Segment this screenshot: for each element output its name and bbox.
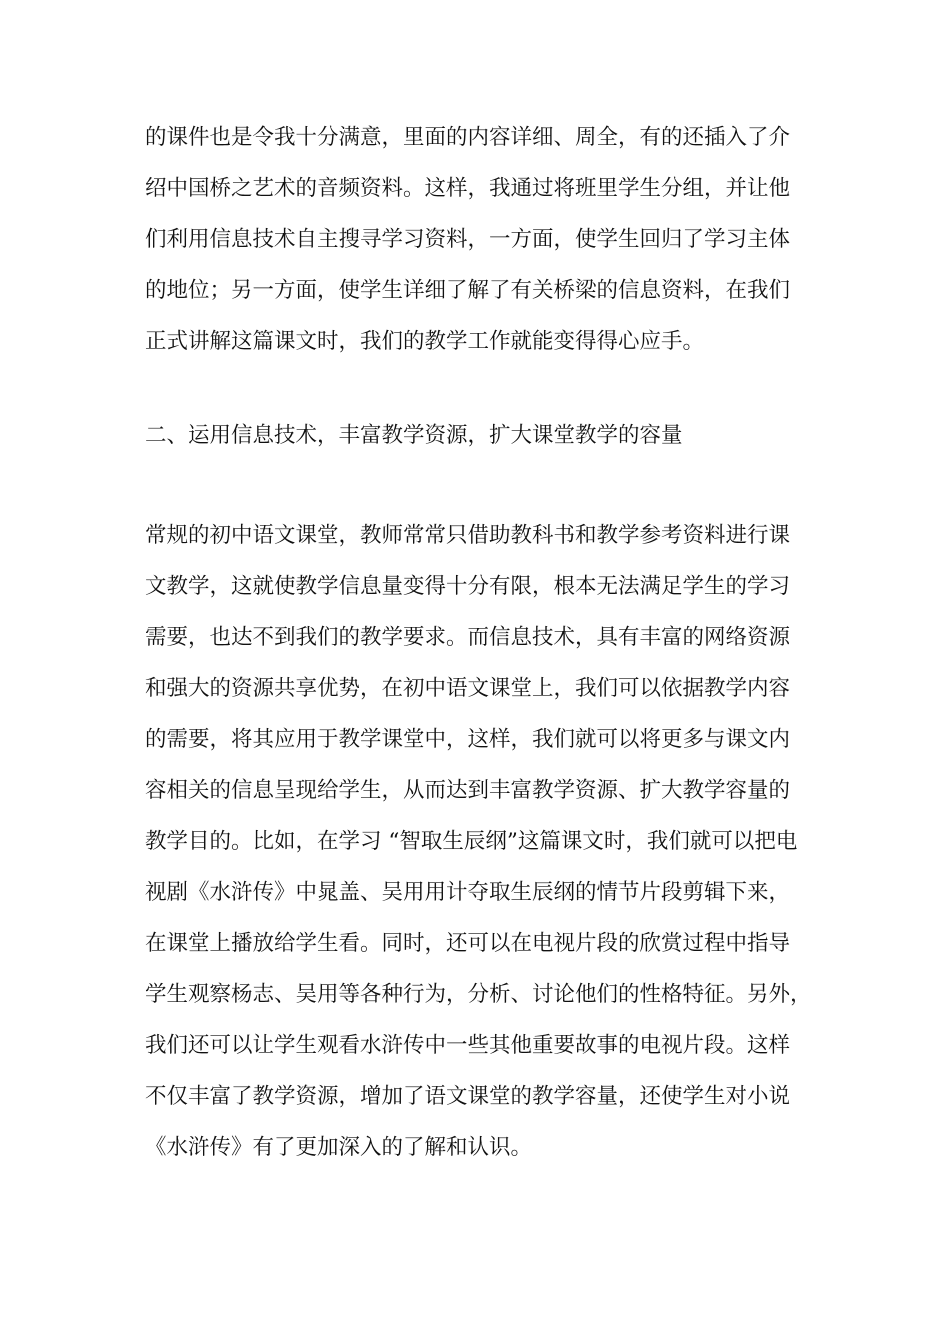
paragraph-line: 绍中国桥之艺术的音频资料。这样，我通过将班里学生分组，并让他 <box>145 176 791 201</box>
paragraph-line: 在课堂上播放给学生看。同时，还可以在电视片段的欣赏过程中指导 <box>145 931 791 956</box>
paragraph-line: 我们还可以让学生观看水浒传中一些其他重要故事的电视片段。这样 <box>145 1033 791 1058</box>
paragraph-line: 视剧《水浒传》中晁盖、吴用用计夺取生辰纲的情节片段剪辑下来， <box>145 880 791 905</box>
paragraph-line: 不仅丰富了教学资源，增加了语文课堂的教学容量，还使学生对小说 <box>145 1084 791 1109</box>
paragraph-line: 文教学，这就使教学信息量变得十分有限，根本无法满足学生的学习 <box>145 574 791 599</box>
paragraph-line: 的地位；另一方面，使学生详细了解了有关桥梁的信息资料，在我们 <box>145 278 791 303</box>
paragraph-line: 容相关的信息呈现给学生，从而达到丰富教学资源、扩大教学容量的 <box>145 778 791 803</box>
paragraph-line: 们利用信息技术自主搜寻学习资料，一方面，使学生回归了学习主体 <box>145 227 791 252</box>
paragraph-body <box>145 510 810 1173</box>
paragraph-line: 的课件也是令我十分满意，里面的内容详细、周全，有的还插入了介 <box>145 125 791 150</box>
paragraph-line: 的需要，将其应用于教学课堂中，这样，我们就可以将更多与课文内 <box>145 727 791 752</box>
paragraph-line: 正式讲解这篇课文时，我们的教学工作就能变得得心应手。 <box>145 329 705 354</box>
paragraph-intro <box>145 112 810 367</box>
paragraph-line: 和强大的资源共享优势，在初中语文课堂上，我们可以依据教学内容 <box>145 676 791 701</box>
paragraph-line: 教学目的。比如，在学习 “智取生辰纲”这篇课文时，我们就可以把电 <box>145 829 798 854</box>
paragraph-line: 常规的初中语文课堂，教师常常只借助教科书和教学参考资料进行课 <box>145 523 791 548</box>
section-heading <box>145 410 810 461</box>
paragraph-line: 需要，也达不到我们的教学要求。而信息技术，具有丰富的网络资源 <box>145 625 791 650</box>
section-heading-text: 二、运用信息技术，丰富教学资源，扩大课堂教学的容量 <box>145 423 683 448</box>
paragraph-line: 学生观察杨志、吴用等各种行为，分析、讨论他们的性格特征。另外， <box>145 982 812 1007</box>
paragraph-line: 《水浒传》有了更加深入的了解和认识。 <box>145 1135 533 1160</box>
